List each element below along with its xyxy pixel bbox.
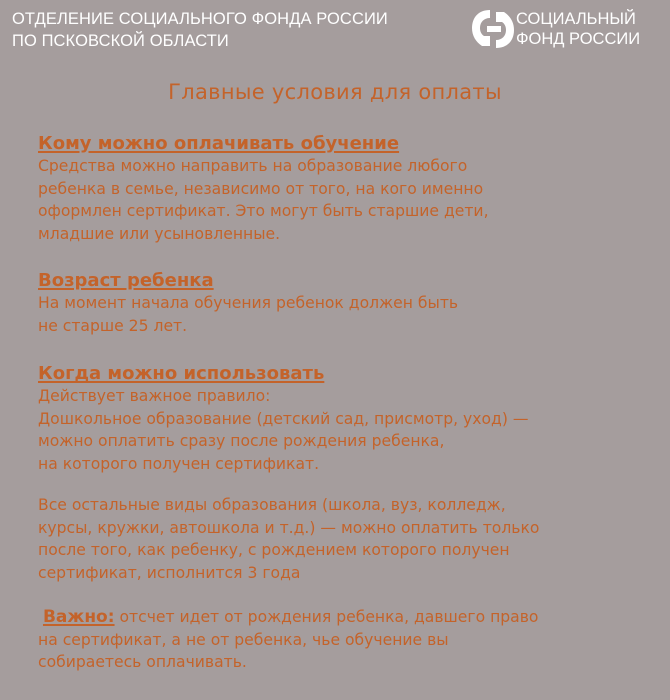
logo-text-line-1: СОЦИАЛЬНЫЙ: [516, 10, 636, 28]
section-heading: Когда можно использовать: [38, 363, 325, 384]
section-heading: Возраст ребенка: [38, 270, 214, 291]
section-who-can-pay: [38, 133, 663, 245]
important-note-text: отсчет идет от рождения ребенка, давшего право: [114, 608, 539, 626]
section-text-line: сертификат, исполнится 3 года: [38, 563, 301, 582]
section-text-line: курсы, кружки, автошкола и т.д.) — можно оплатить только: [38, 518, 540, 537]
important-note-line: [38, 606, 663, 629]
section-text-line: не старше 25 лет.: [38, 316, 188, 335]
section-text-line: оформлен сертификат. Это могут быть старшие дети,: [38, 202, 489, 220]
section-text-line: На момент начала обучения ребенок должен быть: [38, 294, 459, 312]
section-other-education: [38, 494, 663, 584]
organization-name: [12, 8, 388, 52]
section-text-line: можно оплатить сразу после рождения ребенка,: [38, 432, 445, 450]
social-fund-logo: [468, 6, 668, 52]
important-note-line: собираетесь оплачивать.: [38, 653, 247, 671]
social-fund-logo-icon: [468, 6, 518, 52]
section-text-line: младшие или усыновленные.: [38, 224, 281, 243]
section-text-line: ребенка в семье, независимо от того, на кого именно: [38, 179, 484, 198]
section-text-line: на которого получен сертификат.: [38, 454, 320, 473]
important-note-line: на сертификат, а не от ребенка, чье обучение вы: [38, 630, 449, 649]
organization-name-line-1: ОТДЕЛЕНИЕ СОЦИАЛЬНОГО ФОНДА РОССИИ: [12, 10, 388, 28]
logo-text-line-2: ФОНД РОССИИ: [516, 30, 641, 48]
section-child-age: [38, 270, 663, 337]
important-label: Важно:: [42, 607, 115, 627]
section-when-to-use: [38, 363, 663, 475]
section-heading: Кому можно оплачивать обучение: [38, 133, 400, 154]
social-fund-logo-text: [516, 9, 640, 49]
section-text-line: Средства можно направить на образование любого: [38, 157, 468, 175]
section-text-line: Все остальные виды образования (школа, вуз, колледж,: [38, 496, 506, 514]
important-note: [38, 606, 663, 674]
section-text-line: Действует важное правило:: [38, 387, 271, 405]
section-text-line: Дошкольное образование (детский сад, присмотр, уход) —: [38, 409, 529, 428]
organization-name-line-2: ПО ПСКОВСКОЙ ОБЛАСТИ: [12, 32, 229, 50]
page-title: Главные условия для оплаты: [168, 80, 502, 104]
section-text-line: после того, как ребенку, с рождением которого получен: [38, 541, 510, 559]
